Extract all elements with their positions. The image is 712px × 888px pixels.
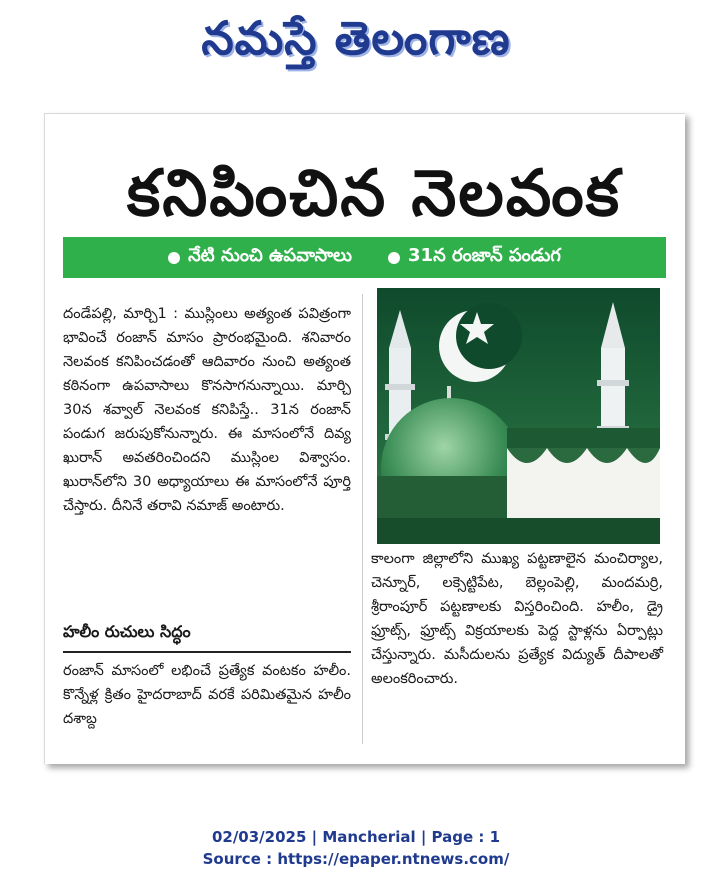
bullet-icon	[388, 252, 400, 264]
edition-info: 02/03/2025 | Mancherial | Page : 1	[211, 828, 501, 846]
subheading-underline	[63, 651, 351, 653]
article-subheading: హలీం రుచులు సిద్ధం	[63, 622, 191, 641]
article-body-right	[371, 547, 663, 691]
column-divider	[362, 294, 363, 744]
source-link[interactable]: Source : https://epaper.ntnews.com/	[202, 850, 510, 868]
news-article	[44, 113, 685, 764]
page-footer	[0, 826, 712, 870]
highlight-text: నేటి నుంచి ఉపవాసాలు	[188, 245, 353, 266]
newspaper-masthead: నమస్తే తెలంగాణ	[201, 11, 511, 65]
article-body-left	[63, 302, 351, 518]
article-headline: కనిపించిన నెలవంక	[126, 157, 622, 231]
paragraph: దండేపల్లి, మార్చి1 : ముస్లింలు అత్యంత పవిత్రంగా భావించే రంజాన్ మాసం ప్రారంభమైంది. శనివారం నెలవంక కనిపించడంతో ఆదివారం నుంచి అత్యంత కఠినంగా ఉపవాసాలు కొనసాగనున్నాయి. మార్చి 30న శవ్వాల్ నెలవంక కనిపిస్తే.. 31న రంజాన్ పండుగ జరుపుకోనున్నారు. ఈ మాసంలోనే దివ్య ఖురాన్ అవతరించిందని ముస్లింల విశ్వాసం. ఖురాన్‌లోని 30 అధ్యాయాలు ఈ మాసంలోనే పూర్తి చేస్తారు. దీనినే తరావి నమాజ్ అంటారు.	[63, 306, 351, 514]
bullet-icon	[168, 252, 180, 264]
paragraph: కాలంగా జిల్లాలోని ముఖ్య పట్టణాలైన మంచిర్యాల, చెన్నూర్, లక్సెట్టిపేట, బెల్లంపెల్లి, మందమర్రి, శ్రీరాంపూర్ పట్టణాలకు విస్తరించింది. హలీం, డ్రై ఫ్రూట్స్, ఫ్రూట్స్ విక్రయాలకు పెద్ద స్టాళ్లను ఏర్పాట్లు చేస్తున్నారు. మసీదులను ప్రత్యేక విద్యుత్ దీపాలతో అలంకరించారు.	[371, 551, 663, 687]
highlights-bar	[63, 237, 666, 278]
article-body-left-2	[63, 659, 351, 731]
highlight-text: 31న రంజాన్ పండుగ	[408, 245, 561, 266]
mosque-photo	[377, 288, 660, 544]
paragraph: రంజాన్ మాసంలో లభించే ప్రత్యేక వంటకం హలీం. కొన్నేళ్ల క్రితం హైదరాబాద్ వరకే పరిమితమైన హలీం దశాబ్ద	[63, 663, 351, 727]
highlight-item	[168, 245, 352, 270]
mosque-illustration	[377, 288, 660, 544]
highlight-item	[388, 245, 561, 270]
